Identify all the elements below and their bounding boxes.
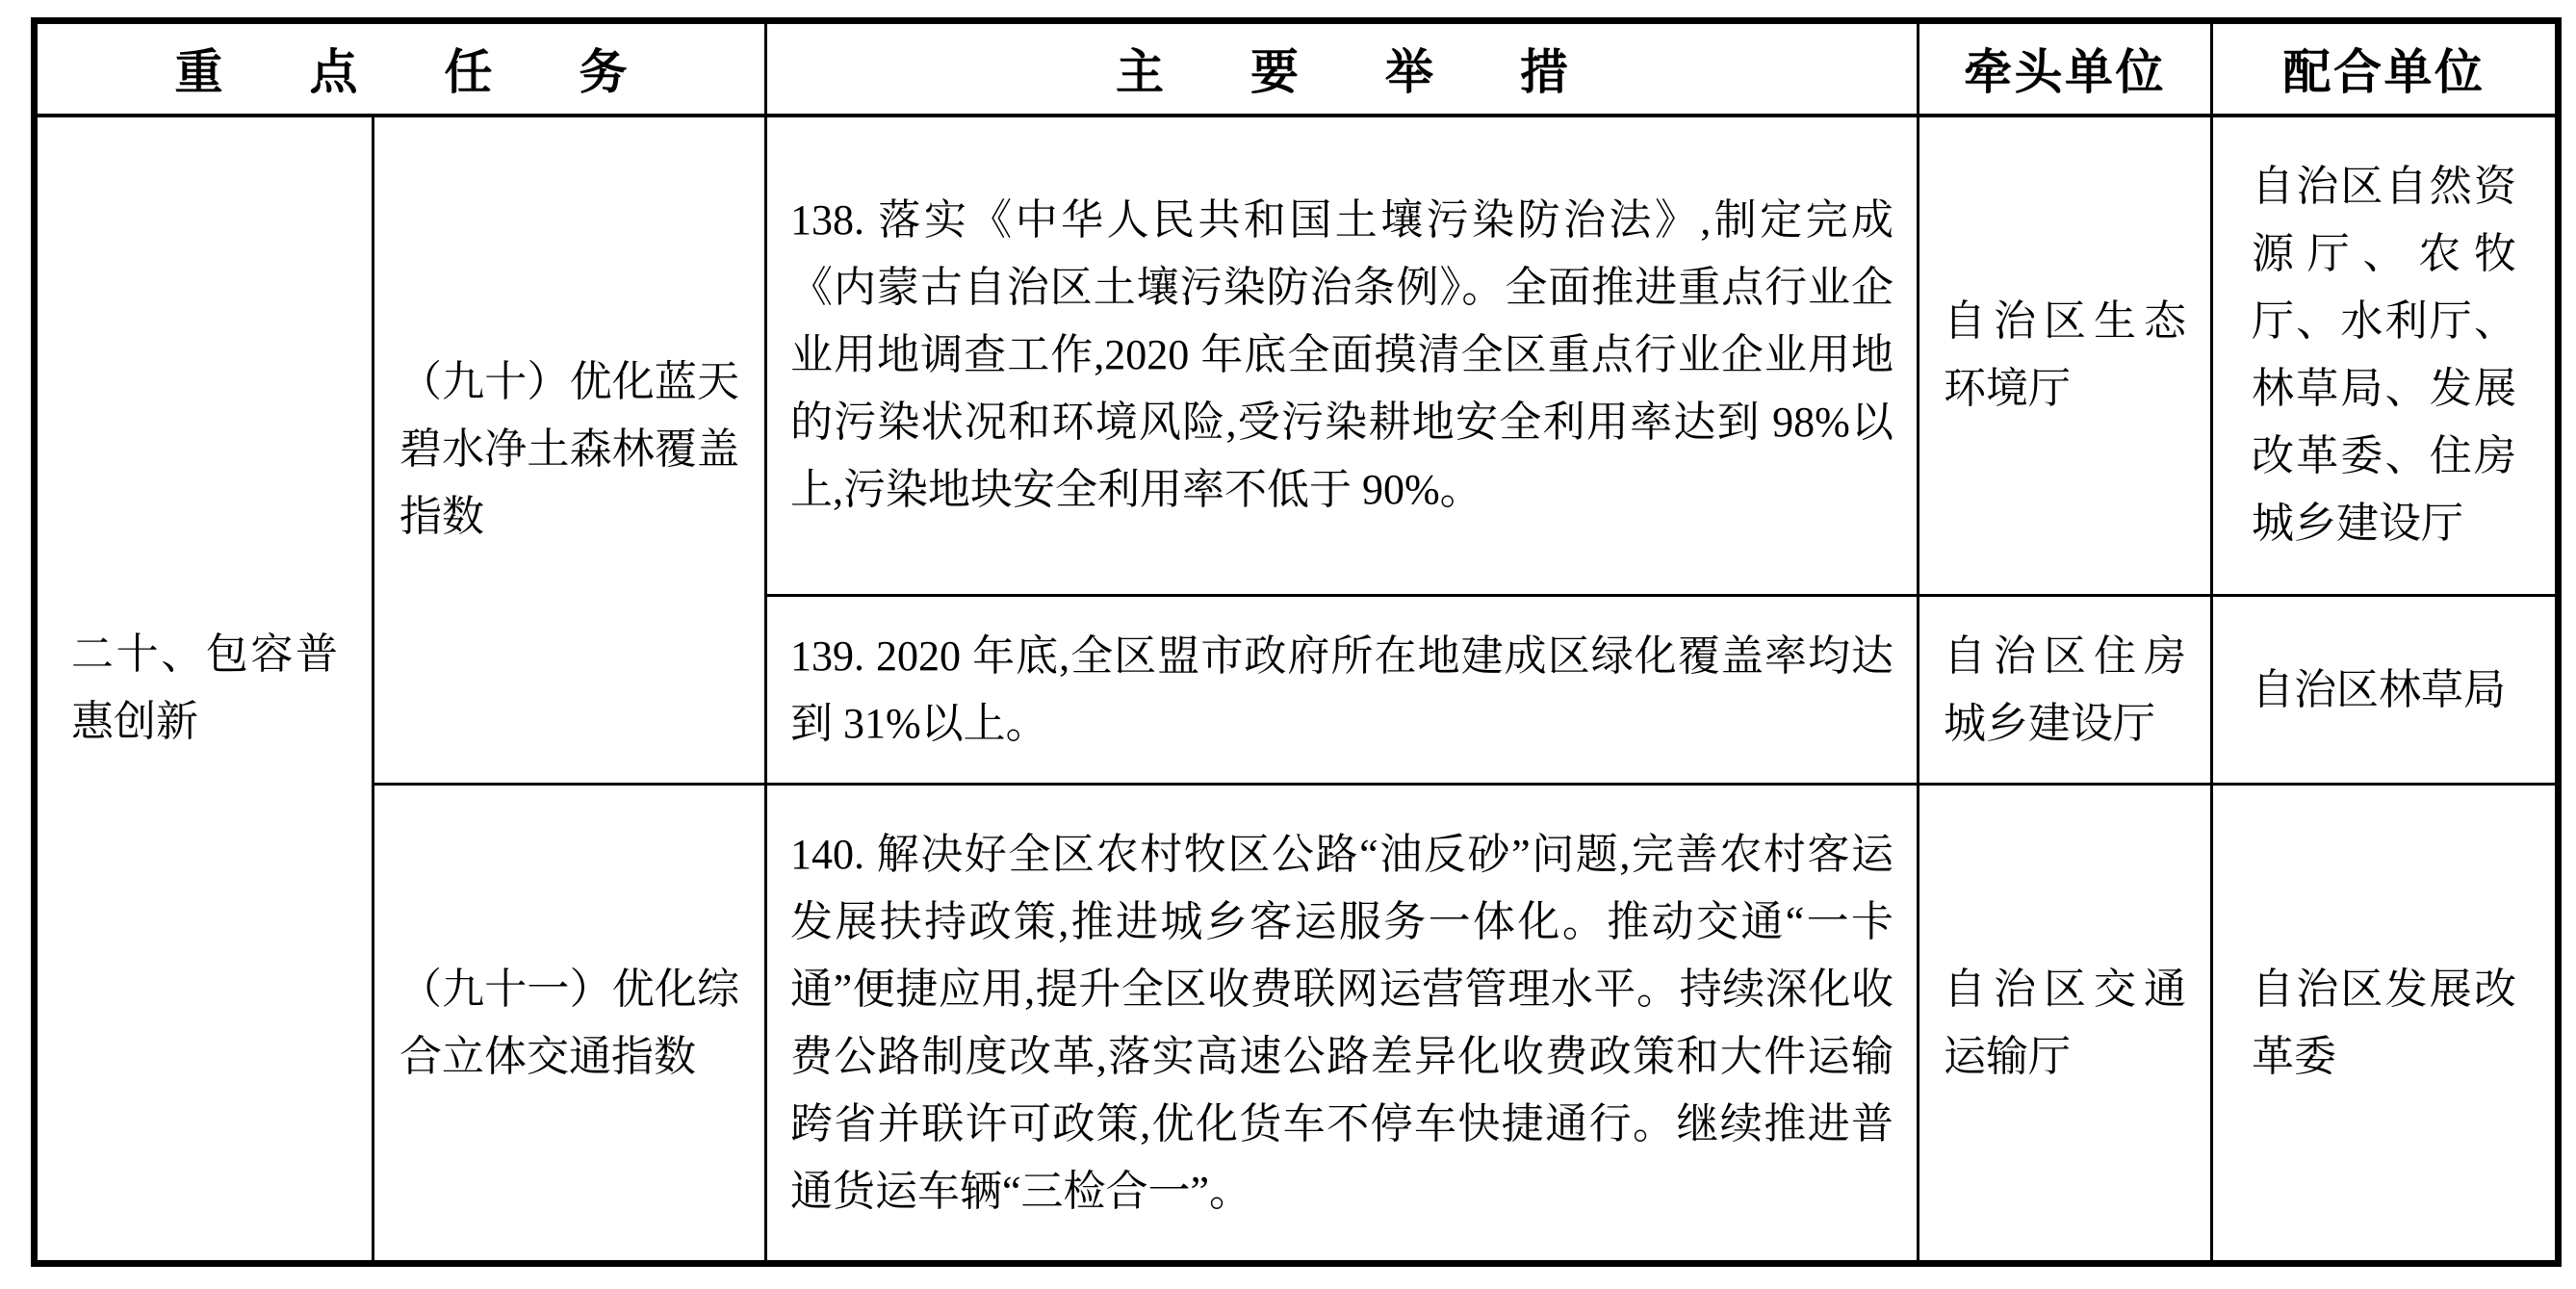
header-lead-unit-label: 牵头单位 bbox=[1964, 45, 2166, 100]
cell-measure-138: 138. 落实《中华人民共和国土壤污染防治法》,制定完成《内蒙古自治区土壤污染防治条例》。全面推进重点行业企业用地调查工作,2020 年底全面摸清全区重点行业企业用地的污染状况和环境风险,受污染耕地安全利用率达到 98%以上,污染地块安全利用率不低于 90%。 bbox=[766, 116, 1919, 596]
header-measures-label: 主要举措 bbox=[1116, 45, 1655, 100]
header-task-label: 重点任务 bbox=[174, 45, 714, 100]
table-row-140 bbox=[35, 785, 2559, 1264]
cell-subtask-91: （九十一）优化综合立体交通指数 bbox=[374, 785, 766, 1264]
key-tasks-table bbox=[31, 17, 2562, 1267]
header-support-unit bbox=[2212, 21, 2559, 116]
cell-lead-unit-140: 自治区交通运输厅 bbox=[1919, 785, 2212, 1264]
cell-subtask-90: （九十）优化蓝天碧水净土森林覆盖指数 bbox=[374, 116, 766, 785]
cell-support-unit-139: 自治区林草局 bbox=[2212, 596, 2559, 785]
header-support-unit-label: 配合单位 bbox=[2282, 45, 2486, 100]
table-body bbox=[35, 116, 2559, 1264]
cell-measure-139: 139. 2020 年底,全区盟市政府所在地建成区绿化覆盖率均达到 31%以上。 bbox=[766, 596, 1919, 785]
table-row-138 bbox=[35, 116, 2559, 596]
cell-measure-140: 140. 解决好全区农村牧区公路“油反砂”问题,完善农村客运发展扶持政策,推进城乡客运服务一体化。推动交通“一卡通”便捷应用,提升全区收费联网运营管理水平。持续深化收费公路制度改革,落实高速公路差异化收费政策和大件运输跨省并联许可政策,优化货车不停车快捷通行。继续推进普通货运车辆“三检合一”。 bbox=[766, 785, 1919, 1264]
cell-support-unit-140: 自治区发展改革委 bbox=[2212, 785, 2559, 1264]
header-measures bbox=[766, 21, 1919, 116]
cell-lead-unit-139: 自治区住房城乡建设厅 bbox=[1919, 596, 2212, 785]
cell-task-group: 二十、包容普惠创新 bbox=[35, 116, 374, 1264]
table-header-row bbox=[35, 21, 2559, 116]
header-lead-unit bbox=[1919, 21, 2212, 116]
header-task bbox=[35, 21, 766, 116]
cell-support-unit-138: 自治区自然资源厅、农牧厅、水利厅、林草局、发展改革委、住房城乡建设厅 bbox=[2212, 116, 2559, 596]
cell-lead-unit-138: 自治区生态环境厅 bbox=[1919, 116, 2212, 596]
